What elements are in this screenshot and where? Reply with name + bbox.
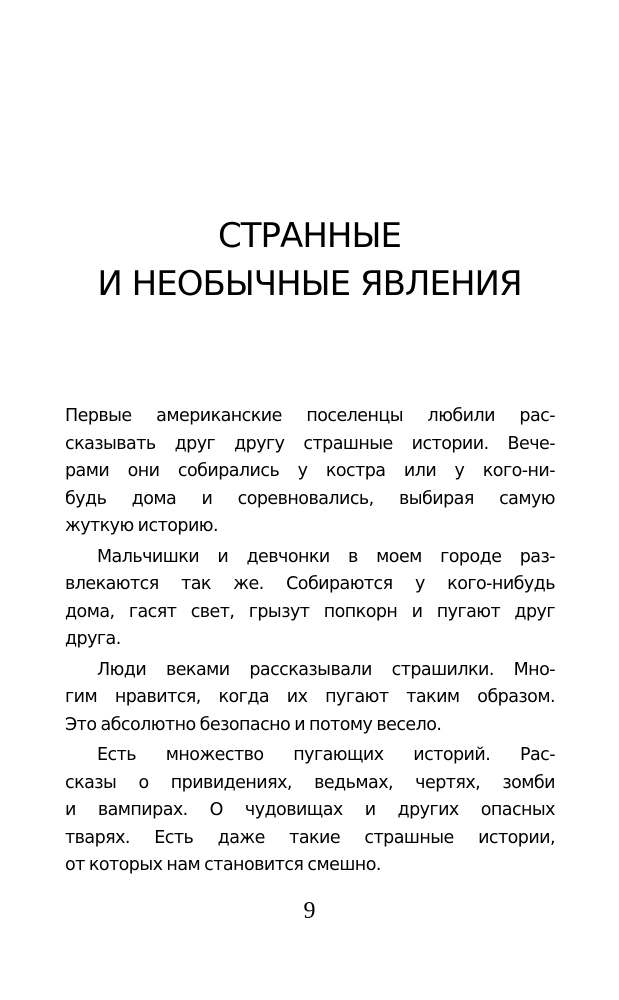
- body-text: [65, 403, 555, 883]
- text-line: Первые американские поселенцы любили рас-: [65, 406, 555, 426]
- text-line: тварях. Есть даже такие страшные истории,: [65, 827, 555, 848]
- text-line: гим нравится, когда их пугают таким образом.: [65, 687, 555, 707]
- paragraph-1: [65, 403, 555, 541]
- chapter-title: [0, 212, 619, 308]
- text-line: сказывать друг другу страшные истории. Вече-: [65, 433, 555, 454]
- paragraph-2: [65, 544, 555, 654]
- text-line: рами они собирались у костра или у кого-ни-: [65, 461, 555, 481]
- chapter-title-line-2: И НЕОБЫЧНЫЕ ЯВЛЕНИЯ: [97, 264, 522, 304]
- paragraph-3: [65, 657, 555, 740]
- text-line: дома, гасят свет, грызут попкорн и пугают друг: [65, 601, 555, 622]
- text-line: Это абсолютно безопасно и потому весело.: [65, 714, 442, 735]
- page-number: 9: [303, 898, 316, 924]
- text-line: влекаются так же. Собираются у кого-нибудь: [65, 574, 555, 594]
- text-line: сказы о привидениях, ведьмах, чертях, зомби: [65, 772, 555, 793]
- text-line: Люди веками рассказывали страшилки. Мно-: [97, 659, 555, 680]
- text-line: жуткую историю.: [65, 516, 218, 536]
- text-line: и вампирах. О чудовищах и других опасных: [65, 800, 555, 820]
- text-line: Есть множество пугающих историй. Рас-: [97, 745, 555, 765]
- text-line: друга.: [65, 629, 121, 649]
- paragraph-4: [65, 742, 555, 880]
- text-line: от которых нам становится смешно.: [65, 855, 381, 875]
- chapter-title-line-1: СТРАННЫЕ: [218, 216, 401, 256]
- text-line: будь дома и соревновались, выбирая самую: [65, 488, 555, 509]
- text-line: Мальчишки и девчонки в моем городе раз-: [97, 546, 555, 567]
